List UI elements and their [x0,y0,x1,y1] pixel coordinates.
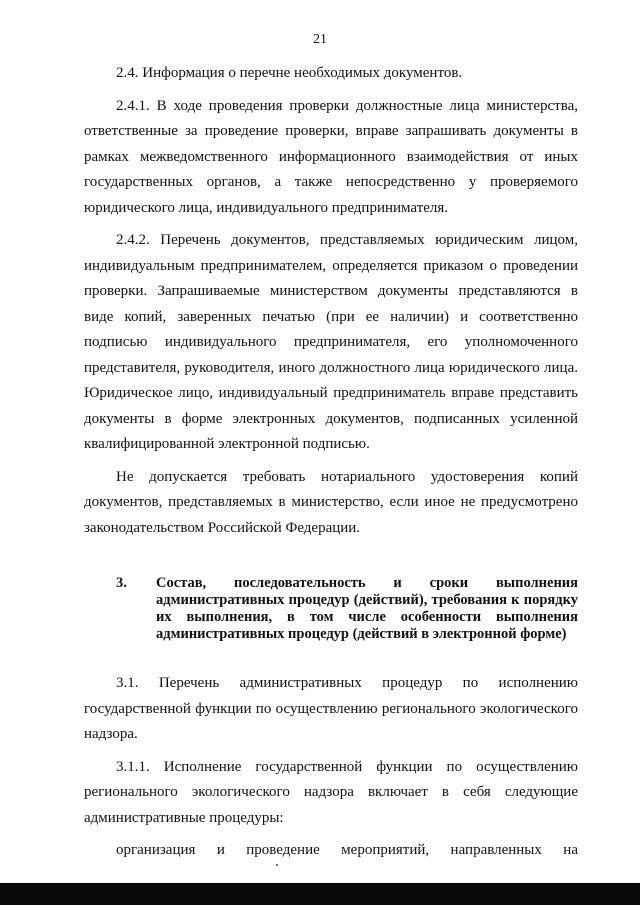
paragraph-notary: Не допускается требовать нотариального удостоверения копий документов, представляемых в министерство, если иное не предусмотрено законодательством Российской Федерации. [84,468,578,536]
section-3-heading [84,575,578,643]
paragraph-3-1-1: 3.1.1. Исполнение государственной функции по осуществлению регионального экологического надзора включает в себя следующие административные процедуры: [84,758,578,826]
document-body [84,61,578,864]
paragraph-2-4-2: 2.4.2. Перечень документов, представляемых юридическим лицом, индивидуальным предпринимателем, определяется приказом о проведении проверки. Запрашиваемые министерством документы представляются в виде копий, заверенных печатью (при ее наличии) и соответственно подписью индивидуального предпринимателя, его уполномоченного представителя, руководителя, иного должностного лица юридического лица. Юридическое лицо, индивидуальный предприниматель вправе представить документы в форме электронных документов, подписанных усиленной квалифицированной электронной подписью. [84,232,578,452]
paragraph-3-1: 3.1. Перечень административных процедур по исполнению государственной функции по осуществлению регионального экологического надзора. [84,675,578,742]
page-number: 21 [313,32,327,47]
section-3-number: 3. [116,575,127,591]
section-3-title: Состав, последовательность и сроки выполнения административных процедур (действий), требования к порядку их выполнения, в том числе особенности выполнения административных процедур (действий в электронной форме) [156,575,578,642]
paragraph-2-4: 2.4. Информация о перечне необходимых документов. [116,65,463,81]
scan-speck [276,864,278,866]
scan-bottom-edge [0,883,640,905]
paragraph-organization: организация и проведение мероприятий, направленных на [116,842,578,858]
paragraph-2-4-1: 2.4.1. В ходе проведения проверки должностные лица министерства, ответственные за проведение проверки, вправе запрашивать документы в рамках межведомственного информационного взаимодействия от иных государственных органов, а также непосредственно у проверяемого юридического лица, индивидуального предпринимателя. [84,97,578,216]
